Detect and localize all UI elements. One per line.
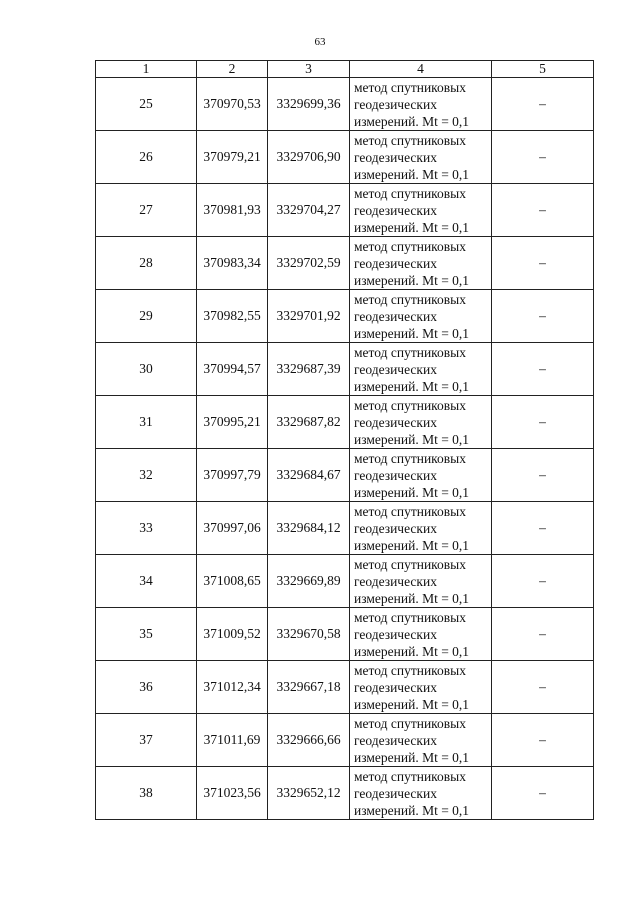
note-cell: – bbox=[492, 343, 594, 396]
point-number-cell: 31 bbox=[96, 396, 197, 449]
header-col-1: 1 bbox=[96, 61, 197, 78]
table-row bbox=[96, 661, 594, 714]
note-cell: – bbox=[492, 449, 594, 502]
note-cell: – bbox=[492, 661, 594, 714]
x-coordinate-cell: 370997,79 bbox=[197, 449, 268, 502]
point-number-cell: 29 bbox=[96, 290, 197, 343]
x-coordinate-cell: 371023,56 bbox=[197, 767, 268, 820]
note-cell: – bbox=[492, 608, 594, 661]
method-cell: метод спутниковых геодезических измерений. Mt = 0,1 bbox=[350, 661, 492, 714]
point-number-cell: 37 bbox=[96, 714, 197, 767]
method-cell: метод спутниковых геодезических измерений. Mt = 0,1 bbox=[350, 396, 492, 449]
x-coordinate-cell: 370981,93 bbox=[197, 184, 268, 237]
x-coordinate-cell: 370994,57 bbox=[197, 343, 268, 396]
method-cell: метод спутниковых геодезических измерений. Mt = 0,1 bbox=[350, 449, 492, 502]
y-coordinate-cell: 3329706,90 bbox=[268, 131, 350, 184]
method-cell: метод спутниковых геодезических измерений. Mt = 0,1 bbox=[350, 290, 492, 343]
y-coordinate-cell: 3329667,18 bbox=[268, 661, 350, 714]
y-coordinate-cell: 3329666,66 bbox=[268, 714, 350, 767]
table-row bbox=[96, 555, 594, 608]
y-coordinate-cell: 3329652,12 bbox=[268, 767, 350, 820]
method-cell: метод спутниковых геодезических измерений. Mt = 0,1 bbox=[350, 714, 492, 767]
method-cell: метод спутниковых геодезических измерений. Mt = 0,1 bbox=[350, 767, 492, 820]
table-row bbox=[96, 237, 594, 290]
x-coordinate-cell: 371009,52 bbox=[197, 608, 268, 661]
table-row bbox=[96, 290, 594, 343]
header-col-2: 2 bbox=[197, 61, 268, 78]
point-number-cell: 28 bbox=[96, 237, 197, 290]
page-number: 63 bbox=[314, 36, 326, 48]
note-cell: – bbox=[492, 78, 594, 131]
note-cell: – bbox=[492, 502, 594, 555]
x-coordinate-cell: 370979,21 bbox=[197, 131, 268, 184]
y-coordinate-cell: 3329687,39 bbox=[268, 343, 350, 396]
header-col-3: 3 bbox=[268, 61, 350, 78]
x-coordinate-cell: 371008,65 bbox=[197, 555, 268, 608]
point-number-cell: 25 bbox=[96, 78, 197, 131]
y-coordinate-cell: 3329684,12 bbox=[268, 502, 350, 555]
note-cell: – bbox=[492, 714, 594, 767]
y-coordinate-cell: 3329699,36 bbox=[268, 78, 350, 131]
method-cell: метод спутниковых геодезических измерений. Mt = 0,1 bbox=[350, 608, 492, 661]
x-coordinate-cell: 370982,55 bbox=[197, 290, 268, 343]
y-coordinate-cell: 3329669,89 bbox=[268, 555, 350, 608]
table-row bbox=[96, 502, 594, 555]
table-row bbox=[96, 78, 594, 131]
point-number-cell: 26 bbox=[96, 131, 197, 184]
table-row bbox=[96, 767, 594, 820]
note-cell: – bbox=[492, 184, 594, 237]
table-row bbox=[96, 396, 594, 449]
table-header bbox=[96, 61, 594, 78]
method-cell: метод спутниковых геодезических измерений. Mt = 0,1 bbox=[350, 184, 492, 237]
header-col-5: 5 bbox=[492, 61, 594, 78]
table-row bbox=[96, 131, 594, 184]
point-number-cell: 32 bbox=[96, 449, 197, 502]
table-row bbox=[96, 608, 594, 661]
table-body bbox=[96, 78, 594, 820]
y-coordinate-cell: 3329687,82 bbox=[268, 396, 350, 449]
note-cell: – bbox=[492, 396, 594, 449]
x-coordinate-cell: 370970,53 bbox=[197, 78, 268, 131]
x-coordinate-cell: 370995,21 bbox=[197, 396, 268, 449]
method-cell: метод спутниковых геодезических измерений. Mt = 0,1 bbox=[350, 78, 492, 131]
point-number-cell: 27 bbox=[96, 184, 197, 237]
y-coordinate-cell: 3329684,67 bbox=[268, 449, 350, 502]
point-number-cell: 34 bbox=[96, 555, 197, 608]
x-coordinate-cell: 371011,69 bbox=[197, 714, 268, 767]
method-cell: метод спутниковых геодезических измерений. Mt = 0,1 bbox=[350, 343, 492, 396]
table-row bbox=[96, 714, 594, 767]
note-cell: – bbox=[492, 767, 594, 820]
x-coordinate-cell: 371012,34 bbox=[197, 661, 268, 714]
point-number-cell: 35 bbox=[96, 608, 197, 661]
point-number-cell: 30 bbox=[96, 343, 197, 396]
header-row bbox=[96, 61, 594, 78]
note-cell: – bbox=[492, 237, 594, 290]
y-coordinate-cell: 3329670,58 bbox=[268, 608, 350, 661]
header-col-4: 4 bbox=[350, 61, 492, 78]
method-cell: метод спутниковых геодезических измерений. Mt = 0,1 bbox=[350, 555, 492, 608]
note-cell: – bbox=[492, 555, 594, 608]
method-cell: метод спутниковых геодезических измерений. Mt = 0,1 bbox=[350, 237, 492, 290]
point-number-cell: 38 bbox=[96, 767, 197, 820]
note-cell: – bbox=[492, 290, 594, 343]
table-row bbox=[96, 184, 594, 237]
x-coordinate-cell: 370997,06 bbox=[197, 502, 268, 555]
point-number-cell: 36 bbox=[96, 661, 197, 714]
y-coordinate-cell: 3329701,92 bbox=[268, 290, 350, 343]
point-number-cell: 33 bbox=[96, 502, 197, 555]
method-cell: метод спутниковых геодезических измерений. Mt = 0,1 bbox=[350, 502, 492, 555]
x-coordinate-cell: 370983,34 bbox=[197, 237, 268, 290]
table-row bbox=[96, 343, 594, 396]
table-row bbox=[96, 449, 594, 502]
y-coordinate-cell: 3329704,27 bbox=[268, 184, 350, 237]
y-coordinate-cell: 3329702,59 bbox=[268, 237, 350, 290]
note-cell: – bbox=[492, 131, 594, 184]
method-cell: метод спутниковых геодезических измерений. Mt = 0,1 bbox=[350, 131, 492, 184]
coordinates-table bbox=[95, 60, 594, 820]
